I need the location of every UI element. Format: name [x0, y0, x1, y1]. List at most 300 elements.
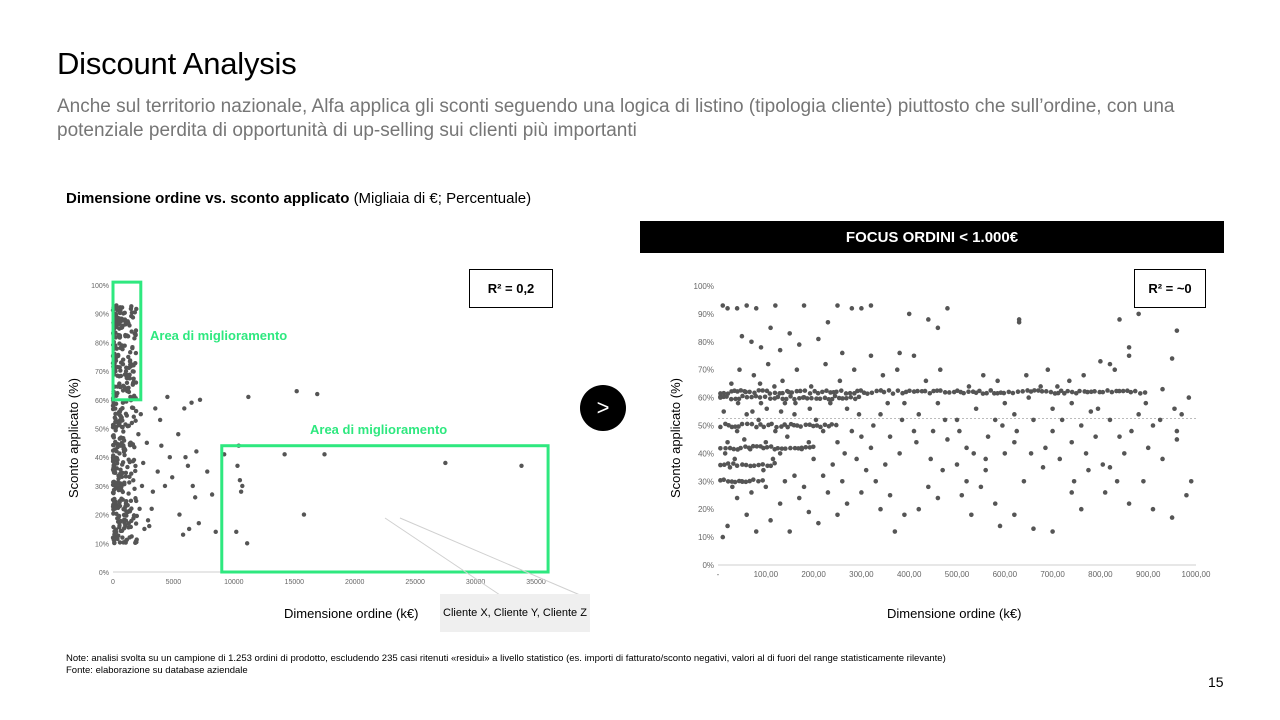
- improvement-area-box: [222, 446, 548, 572]
- improvement-area-label: Area di miglioramento: [310, 422, 448, 437]
- y-tick-label: 10%: [697, 533, 714, 543]
- data-point: [807, 510, 812, 515]
- data-point: [183, 455, 187, 459]
- chart-heading-bold: Dimensione ordine vs. sconto applicato: [66, 190, 350, 207]
- data-point: [742, 437, 747, 442]
- data-point: [761, 468, 766, 473]
- data-point: [126, 491, 130, 495]
- data-point: [852, 367, 857, 372]
- data-point: [1040, 389, 1045, 394]
- data-point: [725, 440, 730, 445]
- data-point: [210, 492, 214, 496]
- data-point: [146, 518, 150, 522]
- data-point: [735, 463, 740, 468]
- data-point: [122, 453, 126, 457]
- data-point: [966, 389, 971, 394]
- data-point: [760, 388, 765, 393]
- data-point: [732, 457, 737, 462]
- data-point: [112, 480, 116, 484]
- data-point: [1127, 501, 1132, 506]
- scatter-chart-right: [640, 0, 1280, 650]
- data-point: [1016, 389, 1021, 394]
- data-point: [134, 307, 138, 311]
- data-point: [740, 394, 745, 399]
- data-point: [754, 529, 759, 534]
- data-point: [745, 422, 750, 427]
- data-point: [1175, 429, 1180, 434]
- y-tick-label: 30%: [94, 483, 109, 491]
- data-point: [141, 461, 145, 465]
- data-point: [139, 412, 143, 416]
- data-point: [1089, 409, 1094, 414]
- data-point: [874, 389, 879, 394]
- data-point: [730, 485, 735, 490]
- data-point: [121, 460, 125, 464]
- data-point: [1121, 389, 1126, 394]
- data-point: [137, 507, 141, 511]
- data-point: [776, 395, 781, 400]
- data-point: [1146, 446, 1151, 451]
- data-point: [120, 406, 124, 410]
- data-point: [127, 390, 131, 394]
- data-point: [826, 490, 831, 495]
- data-point: [132, 458, 136, 462]
- x-tick-label: 0: [111, 579, 115, 586]
- data-point: [1069, 401, 1074, 406]
- data-point: [783, 446, 788, 451]
- data-point: [1011, 391, 1016, 396]
- data-point: [725, 306, 730, 311]
- data-point: [768, 326, 773, 331]
- data-point: [238, 478, 242, 482]
- data-point: [729, 381, 734, 386]
- data-point: [938, 367, 943, 372]
- data-point: [747, 446, 752, 451]
- data-point: [731, 447, 736, 452]
- data-point: [127, 366, 131, 370]
- data-point: [1143, 390, 1148, 395]
- data-point: [878, 507, 883, 512]
- data-point: [1112, 367, 1117, 372]
- data-point: [835, 440, 840, 445]
- data-point: [826, 320, 831, 325]
- data-point: [1141, 479, 1146, 484]
- data-point: [931, 429, 936, 434]
- data-point: [845, 406, 850, 411]
- data-point: [969, 512, 974, 517]
- data-point: [125, 503, 129, 507]
- data-point: [869, 303, 874, 308]
- data-point: [945, 437, 950, 442]
- data-point: [792, 412, 797, 417]
- y-tick-label: 30%: [697, 477, 714, 487]
- data-point: [738, 446, 743, 451]
- data-point: [718, 463, 723, 468]
- data-point: [768, 396, 773, 401]
- data-point: [116, 480, 120, 484]
- data-point: [881, 373, 886, 378]
- x-tick-label: 900,00: [1135, 570, 1161, 579]
- data-point: [907, 388, 912, 393]
- x-axis-label-right: Dimensione ordine (k€): [887, 606, 1022, 621]
- data-point: [142, 527, 146, 531]
- y-axis-label-right: Sconto applicato (%): [668, 378, 683, 498]
- data-point: [784, 397, 789, 402]
- data-point: [1046, 367, 1051, 372]
- data-point: [1108, 362, 1113, 367]
- data-point: [1129, 390, 1134, 395]
- data-point: [756, 418, 761, 423]
- data-point: [915, 389, 920, 394]
- data-point: [158, 418, 162, 422]
- data-point: [1175, 437, 1180, 442]
- data-point: [1079, 423, 1084, 428]
- data-point: [900, 418, 905, 423]
- data-point: [838, 379, 843, 384]
- data-point: [1032, 388, 1037, 393]
- data-point: [745, 395, 750, 400]
- data-point: [943, 390, 948, 395]
- data-point: [821, 429, 826, 434]
- data-point: [214, 530, 218, 534]
- data-point: [132, 415, 136, 419]
- data-point: [916, 507, 921, 512]
- data-point: [840, 351, 845, 356]
- data-point: [723, 451, 728, 456]
- data-point: [149, 507, 153, 511]
- data-point: [882, 390, 887, 395]
- data-point: [744, 480, 749, 485]
- data-point: [131, 478, 135, 482]
- data-point: [1003, 401, 1008, 406]
- data-point: [129, 307, 133, 311]
- data-point: [1108, 465, 1113, 470]
- data-point: [1160, 457, 1165, 462]
- data-point: [795, 367, 800, 372]
- data-point: [120, 418, 124, 422]
- data-point: [802, 303, 807, 308]
- data-point: [133, 419, 137, 423]
- data-point: [902, 512, 907, 517]
- data-point: [907, 312, 912, 317]
- data-point: [754, 306, 759, 311]
- data-point: [802, 485, 807, 490]
- data-point: [848, 395, 853, 400]
- y-tick-label: 80%: [94, 340, 109, 348]
- data-point: [159, 444, 163, 448]
- data-point: [1050, 429, 1055, 434]
- data-point: [1065, 389, 1070, 394]
- data-point: [118, 385, 122, 389]
- data-point: [736, 401, 741, 406]
- data-point: [792, 397, 797, 402]
- data-point: [752, 463, 757, 468]
- data-point: [322, 452, 326, 456]
- data-point: [1086, 468, 1091, 473]
- data-point: [1044, 389, 1049, 394]
- data-point: [780, 391, 785, 396]
- data-point: [129, 441, 133, 445]
- data-point: [315, 392, 319, 396]
- data-point: [1158, 418, 1163, 423]
- data-point: [811, 444, 816, 449]
- data-point: [718, 395, 723, 400]
- data-point: [1072, 479, 1077, 484]
- data-point: [234, 530, 238, 534]
- data-point: [936, 496, 941, 501]
- data-point: [245, 541, 249, 545]
- y-tick-label: 90%: [697, 309, 714, 319]
- data-point: [797, 496, 802, 501]
- page-subtitle: Anche sul territorio nazionale, Alfa applica gli sconti seguendo una logica di listino (tipologia cliente) piuttosto che sull’ordine, con una potenziale perdita di opportunità di up-selling sui clienti più importanti: [57, 96, 1175, 141]
- data-point: [807, 406, 812, 411]
- data-point: [151, 489, 155, 493]
- data-point: [788, 394, 793, 399]
- data-point: [735, 496, 740, 501]
- data-point: [113, 458, 117, 462]
- data-point: [132, 445, 136, 449]
- data-point: [945, 306, 950, 311]
- data-point: [750, 422, 755, 427]
- data-point: [120, 535, 124, 539]
- data-point: [1160, 387, 1165, 392]
- data-point: [1136, 312, 1141, 317]
- data-point: [165, 395, 169, 399]
- data-point: [749, 490, 754, 495]
- data-point: [859, 490, 864, 495]
- data-point: [131, 369, 135, 373]
- data-point: [181, 532, 185, 536]
- data-point: [118, 472, 122, 476]
- data-point: [129, 471, 133, 475]
- data-point: [1187, 395, 1192, 400]
- data-point: [787, 331, 792, 336]
- data-point: [820, 390, 825, 395]
- data-point: [824, 388, 829, 393]
- data-point: [752, 373, 757, 378]
- data-point: [850, 429, 855, 434]
- data-point: [809, 396, 814, 401]
- data-point: [740, 422, 745, 427]
- data-point: [113, 426, 117, 430]
- data-point: [205, 469, 209, 473]
- data-point: [1041, 465, 1046, 470]
- data-point: [124, 369, 128, 373]
- data-point: [773, 303, 778, 308]
- data-point: [916, 412, 921, 417]
- data-point: [775, 446, 780, 451]
- data-point: [1129, 429, 1134, 434]
- data-point: [1067, 379, 1072, 384]
- data-point: [122, 480, 126, 484]
- data-point: [758, 381, 763, 386]
- data-point: [756, 463, 761, 468]
- data-point: [798, 424, 803, 429]
- data-point: [955, 418, 960, 423]
- data-point: [1055, 384, 1060, 389]
- data-point: [720, 535, 725, 540]
- data-point: [121, 540, 125, 544]
- data-point: [936, 326, 941, 331]
- data-point: [153, 406, 157, 410]
- data-point: [787, 529, 792, 534]
- data-point: [829, 422, 834, 427]
- page-title: Discount Analysis: [57, 46, 297, 81]
- data-point: [725, 524, 730, 529]
- data-point: [1179, 412, 1184, 417]
- data-point: [744, 463, 749, 468]
- data-point: [786, 390, 791, 395]
- x-tick-label: 1000,00: [1181, 570, 1211, 579]
- r2-annotation-right: R² = ~0: [1134, 269, 1206, 308]
- data-point: [803, 445, 808, 450]
- data-point: [117, 525, 121, 529]
- data-point: [967, 384, 972, 389]
- data-point: [760, 462, 765, 467]
- data-point: [721, 477, 726, 482]
- data-point: [993, 501, 998, 506]
- data-point: [723, 446, 728, 451]
- y-tick-label: 70%: [94, 369, 109, 377]
- data-point: [848, 391, 853, 396]
- data-point: [766, 362, 771, 367]
- data-point: [983, 468, 988, 473]
- data-point: [114, 449, 118, 453]
- data-point: [112, 470, 116, 474]
- data-point: [744, 512, 749, 517]
- data-point: [835, 512, 840, 517]
- data-point: [785, 434, 790, 439]
- data-point: [124, 513, 128, 517]
- data-point: [1100, 390, 1105, 395]
- data-point: [134, 351, 138, 355]
- data-point: [896, 388, 901, 393]
- data-point: [1122, 451, 1127, 456]
- data-point: [1069, 440, 1074, 445]
- callout-leader-line: [385, 518, 500, 595]
- data-point: [1133, 389, 1138, 394]
- data-point: [1151, 507, 1156, 512]
- data-point: [111, 490, 115, 494]
- data-point: [168, 455, 172, 459]
- data-point: [803, 388, 808, 393]
- data-point: [1043, 446, 1048, 451]
- data-point: [119, 326, 123, 330]
- y-tick-label: 10%: [94, 541, 109, 549]
- data-point: [887, 388, 892, 393]
- data-point: [129, 314, 133, 318]
- data-point: [1012, 412, 1017, 417]
- data-point: [282, 452, 286, 456]
- data-point: [1050, 529, 1055, 534]
- data-point: [111, 404, 115, 408]
- data-point: [1103, 490, 1108, 495]
- data-point: [1175, 328, 1180, 333]
- data-point: [1172, 406, 1177, 411]
- data-point: [113, 506, 117, 510]
- data-point: [759, 345, 764, 350]
- data-point: [239, 489, 243, 493]
- data-point: [751, 477, 756, 482]
- data-point: [783, 401, 788, 406]
- data-point: [816, 391, 821, 396]
- data-point: [998, 524, 1003, 529]
- data-point: [131, 377, 135, 381]
- data-point: [735, 429, 740, 434]
- data-point: [895, 367, 900, 372]
- data-point: [134, 521, 138, 525]
- data-point: [984, 391, 989, 396]
- data-point: [134, 380, 138, 384]
- data-point: [1069, 490, 1074, 495]
- x-tick-label: 700,00: [1040, 570, 1065, 579]
- data-point: [127, 535, 131, 539]
- data-point: [771, 457, 776, 462]
- data-point: [857, 395, 862, 400]
- data-point: [1115, 479, 1120, 484]
- data-point: [749, 395, 754, 400]
- data-point: [793, 401, 798, 406]
- data-point: [823, 362, 828, 367]
- data-point: [127, 480, 131, 484]
- y-tick-label: 70%: [697, 365, 714, 375]
- data-point: [134, 499, 138, 503]
- data-point: [816, 521, 821, 526]
- data-point: [740, 334, 745, 339]
- data-point: [893, 529, 898, 534]
- x-tick-label: 25000: [405, 579, 425, 586]
- data-point: [132, 487, 136, 491]
- data-point: [768, 518, 773, 523]
- data-point: [122, 507, 126, 511]
- data-point: [735, 306, 740, 311]
- data-point: [814, 418, 819, 423]
- data-point: [128, 376, 132, 380]
- y-tick-label: 20%: [94, 512, 109, 520]
- data-point: [943, 418, 948, 423]
- data-point: [1184, 493, 1189, 498]
- data-point: [758, 395, 763, 400]
- arrow-right-icon: >: [580, 385, 626, 431]
- data-point: [845, 501, 850, 506]
- data-point: [1144, 401, 1149, 406]
- data-point: [113, 440, 117, 444]
- data-point: [147, 524, 151, 528]
- data-point: [914, 440, 919, 445]
- data-point: [780, 379, 785, 384]
- data-point: [115, 537, 119, 541]
- x-tick-label: 10000: [224, 579, 244, 586]
- data-point: [854, 457, 859, 462]
- data-point: [773, 391, 778, 396]
- data-point: [246, 395, 250, 399]
- data-point: [828, 401, 833, 406]
- data-point: [1151, 423, 1156, 428]
- data-point: [1127, 345, 1132, 350]
- data-point: [121, 357, 125, 361]
- data-point: [878, 412, 883, 417]
- y-tick-label: 0%: [98, 570, 109, 577]
- data-point: [718, 446, 723, 451]
- data-point: [818, 425, 823, 430]
- data-point: [118, 320, 122, 324]
- data-point: [191, 484, 195, 488]
- data-point: [864, 468, 869, 473]
- data-point: [834, 389, 839, 394]
- data-point: [128, 358, 132, 362]
- data-point: [764, 485, 769, 490]
- data-point: [1170, 515, 1175, 520]
